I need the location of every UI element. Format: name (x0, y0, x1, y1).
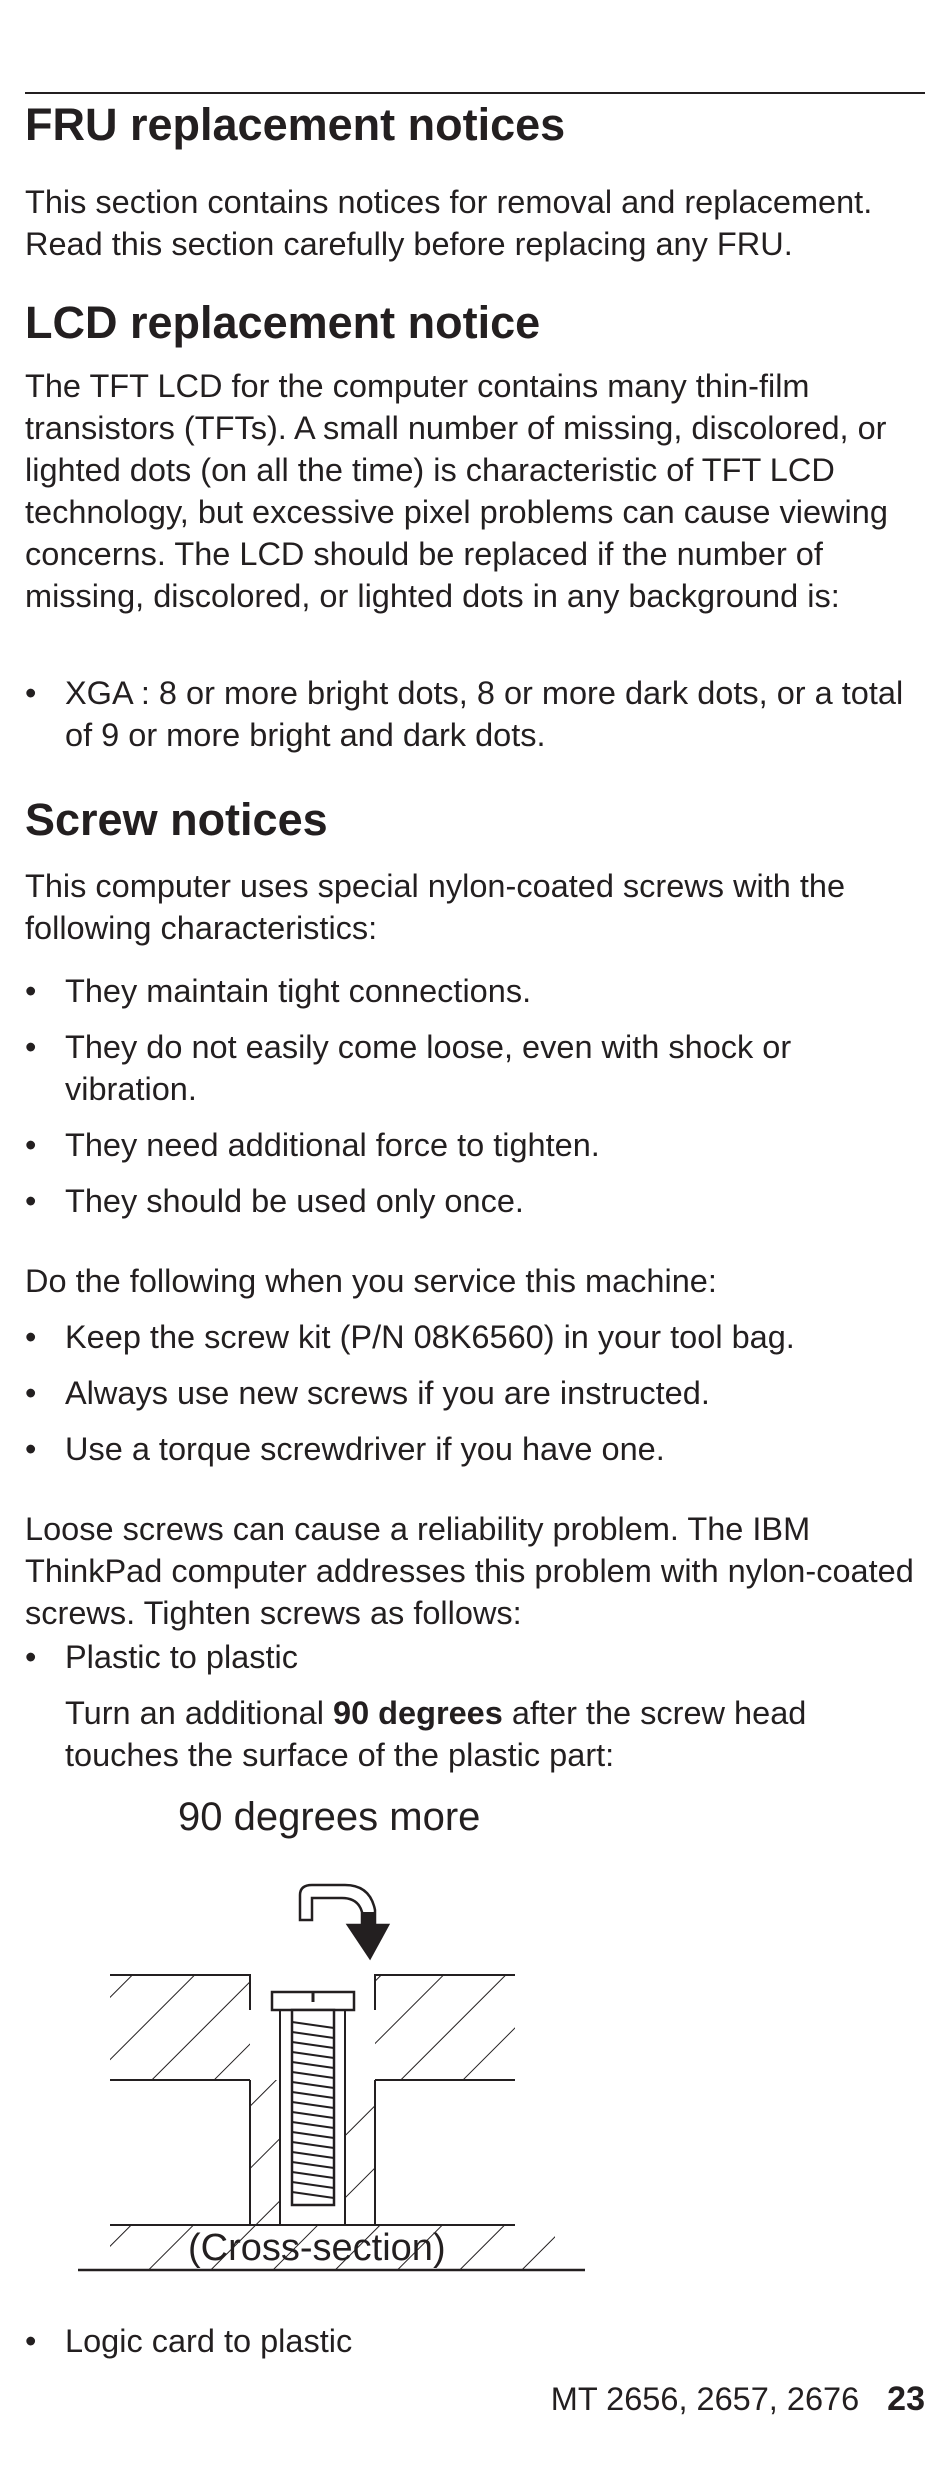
loose-screws-paragraph: Loose screws can cause a reliability problem. The IBM ThinkPad computer addresses this problem with nylon-coated screws. Tighten screws as follows: (25, 1511, 914, 1631)
instruction-text-pre: Turn an additional (65, 1695, 333, 1731)
list-item-text: They do not easily come loose, even with shock or vibration. (65, 1029, 792, 1107)
rotation-arrow-icon (300, 1885, 388, 1958)
bullet-marker: • (25, 1319, 37, 1355)
bullet-marker: • (25, 1183, 37, 1219)
list-item-text: Keep the screw kit (P/N 08K6560) in your tool bag. (65, 1319, 795, 1355)
bullet-marker: • (25, 1639, 37, 1675)
list-item-text: They should be used only once. (65, 1183, 524, 1219)
list-item (25, 1180, 925, 1222)
bullet-marker: • (25, 675, 37, 711)
bullet-marker: • (25, 973, 37, 1009)
bullet-marker: • (25, 1375, 37, 1411)
screw-cross-section-figure (70, 1795, 590, 2295)
list-item-text: Use a torque screwdriver if you have one. (65, 1431, 665, 1467)
footer-models: MT 2656, 2657, 2676 (550, 2381, 860, 2417)
page-footer (551, 2380, 925, 2419)
instruction-text-post: after the screw head touches the surface of the plastic part: (65, 1695, 807, 1773)
list-item-text: Logic card to plastic (65, 2323, 353, 2359)
list-item (25, 672, 925, 756)
lcd-body-paragraph: The TFT LCD for the computer contains many thin-film transistors (TFTs). A small number of missing, discolored, or lighted dots (on all the time) is characteristic of TFT LCD technology, but excessive pixel problems can cause viewing concerns. The LCD should be replaced if the number of missing, discolored, or lighted dots in any background is: (25, 368, 888, 614)
instruction-emphasis: 90 degrees (333, 1695, 503, 1731)
page-number: 23 (887, 2380, 925, 2418)
heading-lcd-replacement: LCD replacement notice (25, 297, 541, 348)
heading-screw-notices: Screw notices (25, 794, 328, 845)
list-item (25, 1026, 925, 1110)
heading-fru-replacement: FRU replacement notices (25, 99, 566, 150)
list-item (25, 1316, 925, 1358)
figure-top-label: 90 degrees more (178, 1795, 481, 1839)
list-item-text: They need additional force to tighten. (65, 1127, 600, 1163)
list-item (25, 1124, 925, 1166)
top-rule (25, 92, 925, 94)
list-item-text: They maintain tight connections. (65, 973, 532, 1009)
list-item (25, 970, 925, 1012)
fru-intro-paragraph: This section contains notices for removal and replacement. Read this section carefully before replacing any FRU. (25, 184, 873, 262)
bullet-marker: • (25, 1029, 37, 1065)
figure-bottom-label: (Cross-section) (188, 2227, 446, 2269)
list-item-text: XGA : 8 or more bright dots, 8 or more dark dots, or a total of 9 or more bright and dark dots. (65, 675, 904, 753)
list-item (25, 1636, 925, 1678)
screw-intro-paragraph: This computer uses special nylon-coated screws with the following characteristics: (25, 868, 846, 946)
plastic-instruction (65, 1692, 915, 1776)
list-item (25, 1428, 925, 1470)
list-item-text: Always use new screws if you are instructed. (65, 1375, 710, 1411)
bullet-marker: • (25, 1127, 37, 1163)
screw-diagram (70, 1850, 590, 2290)
bullet-marker: • (25, 1431, 37, 1467)
service-intro-paragraph: Do the following when you service this machine: (25, 1263, 717, 1299)
list-item-text: Plastic to plastic (65, 1639, 299, 1675)
bullet-marker: • (25, 2323, 37, 2359)
list-item (25, 2320, 925, 2362)
list-item (25, 1372, 925, 1414)
